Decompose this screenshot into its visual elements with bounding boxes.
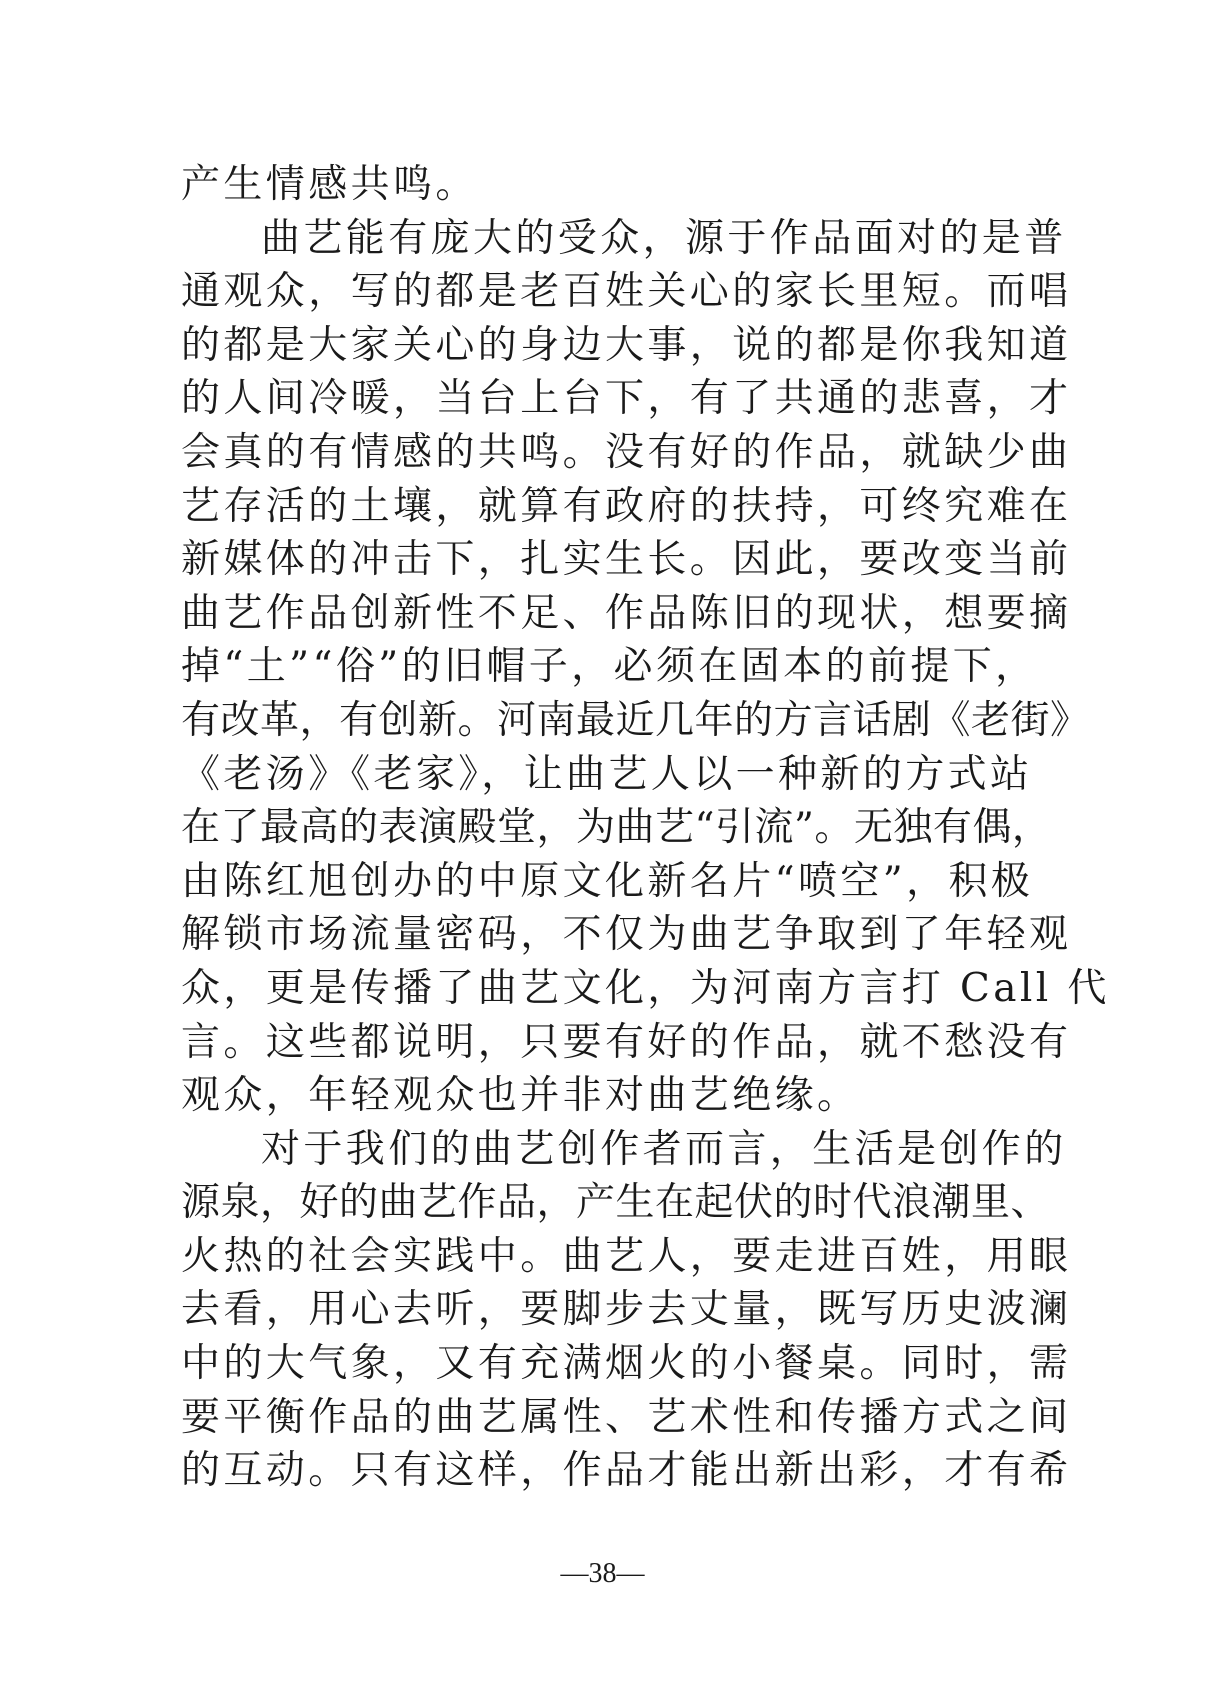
text-line: 艺存活的土壤，就算有政府的扶持，可终究难在 (181, 483, 1072, 529)
text-line: 掉“土”“俗”的旧帽子，必须在固本的前提下， (181, 644, 1038, 690)
text-line: 由陈红旭创办的中原文化新名片“喷空”，积极 (181, 858, 1034, 904)
page-number: —38— (560, 1558, 645, 1589)
text-line: 会真的有情感的共鸣。没有好的作品，就缺少曲 (181, 429, 1072, 475)
paragraph-start-line: 对于我们的曲艺创作者而言，生活是创作的 (261, 1126, 1067, 1172)
text-line: 言。这些都说明，只要有好的作品，就不愁没有 (181, 1019, 1072, 1065)
text-line: 观众，年轻观众也并非对曲艺绝缘。 (181, 1073, 860, 1119)
paragraph-start-line: 曲艺能有庞大的受众，源于作品面对的是普 (261, 215, 1067, 261)
text-line: 中的大气象，又有充满烟火的小餐桌。同时，需 (181, 1341, 1072, 1387)
text-line: 火热的社会实践中。曲艺人，要走进百姓，用眼 (181, 1233, 1072, 1279)
text-line: 的互动。只有这样，作品才能出新出彩，才有希 (181, 1448, 1072, 1494)
text-line: 要平衡作品的曲艺属性、艺术性和传播方式之间 (181, 1394, 1072, 1440)
text-line: 新媒体的冲击下，扎实生长。因此，要改变当前 (181, 537, 1072, 583)
text-line: 源泉，好的曲艺作品，产生在起伏的时代浪潮里、 (181, 1180, 1051, 1226)
text-line: 曲艺作品创新性不足、作品陈旧的现状，想要摘 (181, 590, 1072, 636)
text-line: 通观众，写的都是老百姓关心的家长里短。而唱 (181, 269, 1072, 315)
text-line: 的都是大家关心的身边大事，说的都是你我知道 (181, 322, 1072, 368)
body-text (181, 158, 1110, 1498)
text-line: 众，更是传播了曲艺文化，为河南方言打 Call 代 (181, 965, 1110, 1011)
text-line: 《老汤》《老家》，让曲艺人以一种新的方式站 (181, 751, 1033, 797)
text-line: 的人间冷暖，当台上台下，有了共通的悲喜，才 (181, 376, 1072, 422)
text-line: 有改革，有创新。河南最近几年的方言话剧《老街》 (181, 697, 1090, 743)
text-line: 去看，用心去听，要脚步去丈量，既写历史波澜 (181, 1287, 1072, 1333)
text-line: 解锁市场流量密码，不仅为曲艺争取到了年轻观 (181, 912, 1072, 958)
text-line: 在了最高的表演殿堂，为曲艺“引流”。无独有偶， (181, 805, 1052, 851)
text-line: 产生情感共鸣。 (181, 162, 478, 207)
